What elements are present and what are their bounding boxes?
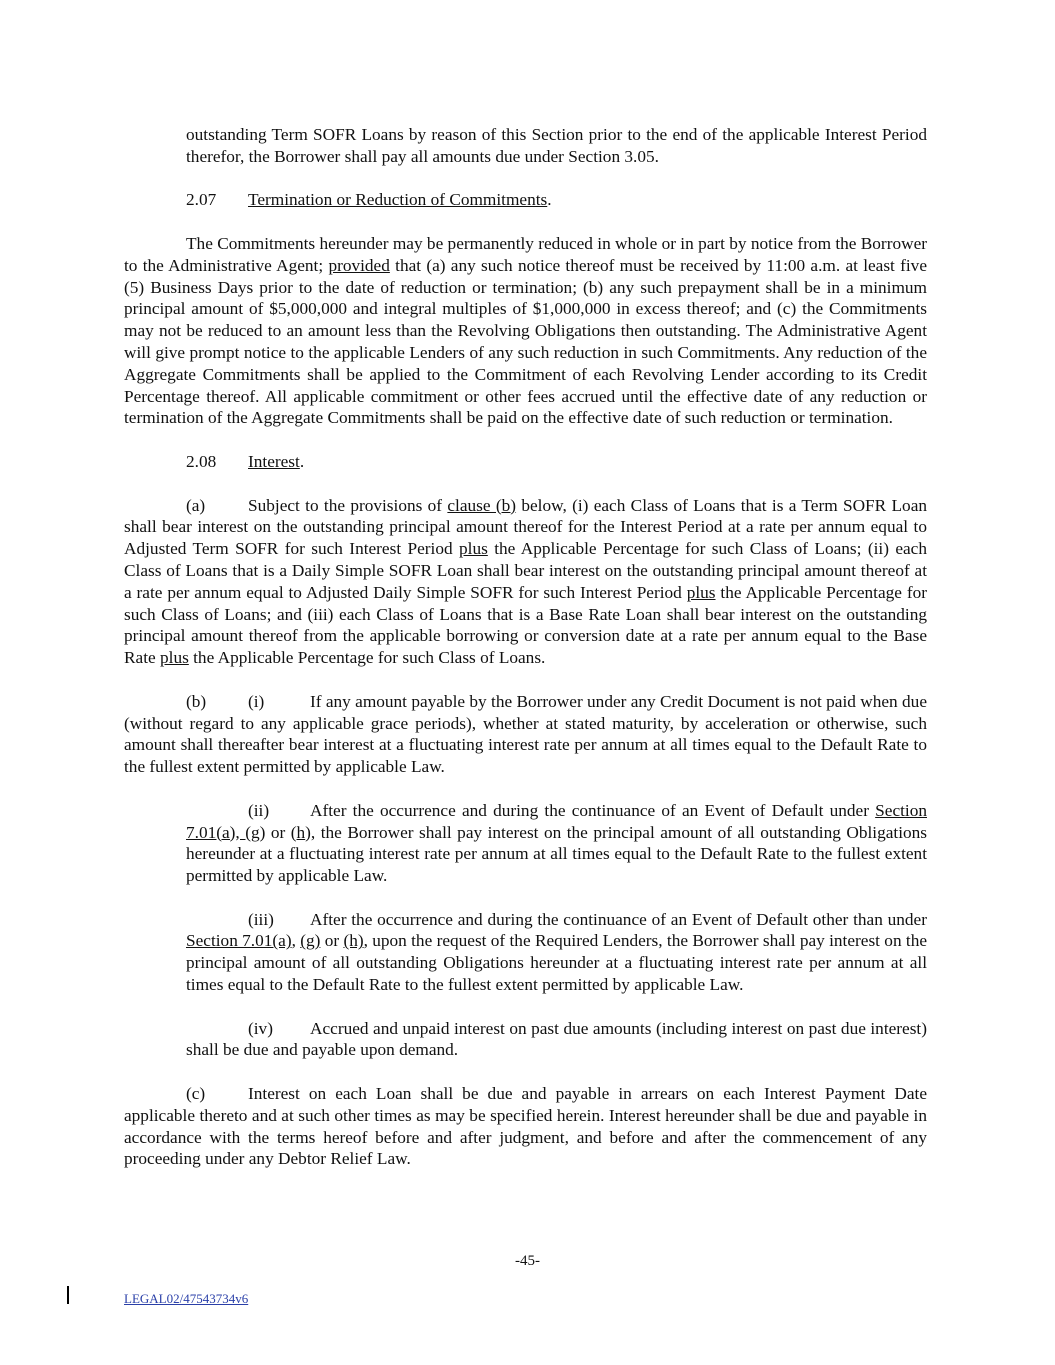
cross-reference: Section 7.01(a), (g bbox=[186, 800, 927, 842]
cross-reference: (h) bbox=[343, 931, 364, 951]
clause-a-paragraph bbox=[124, 495, 927, 669]
section-title: Interest bbox=[248, 451, 300, 471]
cross-reference: (g) bbox=[300, 931, 321, 951]
section-title-period: . bbox=[299, 451, 305, 471]
clause-label: (a) bbox=[186, 495, 206, 515]
body-text: , upon the request of the Required Lenders, the Borrower shall pay interest on the principal amount of all outstanding Obligations hereunder at a fluctuating interest rate per annum at all times equal to the Default Rate to the fullest extent permitted by applicable Law. bbox=[186, 931, 928, 995]
body-text: After the occurrence and during the continuance of an Event of Default under bbox=[310, 800, 876, 820]
section-heading-2-08 bbox=[186, 451, 927, 473]
revision-bar bbox=[67, 1286, 69, 1304]
subclause-label: (i) bbox=[248, 691, 265, 711]
body-text: below, (i) each Class of Loans that is a Term SOFR Loan shall bear interest on the outstanding principal amount thereof for the Interest Period at a rate per annum equal to Adjusted Term SOFR for such Interest Period bbox=[124, 495, 928, 559]
body-text: that (a) any such notice thereof must be received by 11:00 a.m. at least five (5) Business Days prior to the date of reduction or termination; (b) any such prepayment shall be in a minimum principal amount of $5,000,000 and integral multiples of $1,000,000 in excess thereof; and (c) the Commitments may not be reduced to an amount less than the Revolving Obligations then outstanding. The Administrative Agent will give prompt notice to the applicable Lenders of any such reduction in such Commitments. Any reduction of the Aggregate Commitments shall be applied to the Commitment of each Revolving Lender according to its Credit Percentage thereof. All applicable commitment or other fees accrued until the effective date of any reduction or termination of the Aggregate Commitments shall be paid on the effective date of such reduction or termination. bbox=[124, 255, 927, 428]
page-number: -45- bbox=[515, 1253, 540, 1269]
section-heading-2-07 bbox=[186, 189, 927, 211]
clause-b-i-paragraph bbox=[124, 691, 927, 778]
body-text: or bbox=[320, 931, 344, 951]
section-title-period: . bbox=[547, 190, 552, 210]
body-text: ), the Borrower shall pay interest on the principal amount of all outstanding Obligations hereunder at a fluctuating interest rate per annum at all times equal to the Default Rate to the fullest extent permitted by applicable Law. bbox=[186, 822, 928, 886]
clause-b-iii-paragraph bbox=[186, 909, 927, 996]
provided-term: provided bbox=[328, 255, 390, 275]
subclause-label: (iv) bbox=[248, 1018, 273, 1038]
subclause-label: (iii) bbox=[248, 909, 274, 929]
document-page bbox=[124, 124, 927, 1170]
body-text: the Applicable Percentage for such Class of Loans. bbox=[188, 648, 546, 668]
clause-label: (b) bbox=[186, 691, 207, 711]
cross-reference: h bbox=[296, 822, 306, 842]
body-text: After the occurrence and during the continuance of an Event of Default other than under bbox=[310, 909, 927, 929]
subclause-label: (ii) bbox=[248, 800, 270, 820]
cross-reference: clause (b) bbox=[447, 495, 517, 515]
body-text: Accrued and unpaid interest on past due amounts (including interest on past due interest) shall be due and payable upon demand. bbox=[186, 1018, 927, 1060]
plus-term: plus bbox=[686, 582, 716, 602]
clause-c-paragraph bbox=[124, 1083, 927, 1170]
section-number: 2.07 bbox=[186, 190, 217, 210]
body-text: Interest on each Loan shall be due and payable in arrears on each Interest Payment Date applicable thereto and at such other times as may be specified herein. Interest hereunder shall be due and payable in accordance with the terms hereof before and after judgment, and before and after the commencement of any proceeding under any Debtor Relief Law. bbox=[124, 1084, 927, 1169]
clause-label: (c) bbox=[186, 1084, 206, 1104]
body-text: The Commitments hereunder may be permanently reduced in whole or in part by notice from the Borrower to the Administrative Agent; bbox=[124, 233, 927, 275]
plus-term: plus bbox=[459, 539, 488, 559]
body-text: , bbox=[291, 931, 301, 951]
plus-term: plus bbox=[160, 648, 189, 668]
body-text: Subject to the provisions of bbox=[248, 495, 448, 515]
clause-b-iv-paragraph bbox=[186, 1018, 927, 1062]
body-text: the Applicable Percentage for such Class of Loans; (ii) each Class of Loans that is a Daily Simple SOFR Loan shall bear interest on the outstanding principal amount thereof at a rate per annum equal to Adjusted Daily Simple SOFR for such Interest Period bbox=[124, 539, 927, 602]
section-number: 2.08 bbox=[186, 451, 217, 471]
body-text: If any amount payable by the Borrower under any Credit Document is not paid when due (without regard to any applicable grace periods), whether at stated maturity, by acceleration or otherwise, such amount shall thereafter bear interest at a fluctuating interest rate per annum at all times equal to the Default Rate to the fullest extent permitted by applicable Law. bbox=[124, 691, 927, 777]
section-title: Termination or Reduction of Commitments bbox=[248, 190, 548, 210]
cross-reference: Section 7.01(a) bbox=[186, 931, 292, 951]
body-text: ) or ( bbox=[259, 822, 297, 842]
document-id-link[interactable]: LEGAL02/47543734v6 bbox=[124, 1291, 249, 1306]
section-2-07-body bbox=[124, 233, 927, 429]
body-text: the Applicable Percentage for such Class of Loans; and (iii) each Class of Loans that is a Base Rate Loan shall bear interest on the outstanding principal amount thereof from the applicable borrowing or conversion date at a rate per annum equal to the Base Rate bbox=[124, 582, 927, 668]
clause-b-ii-paragraph bbox=[186, 800, 927, 887]
continuation-paragraph: outstanding Term SOFR Loans by reason of this Section prior to the end of the applicable Interest Period therefor, the Borrower shall pay all amounts due under Section 3.05. bbox=[186, 125, 927, 166]
